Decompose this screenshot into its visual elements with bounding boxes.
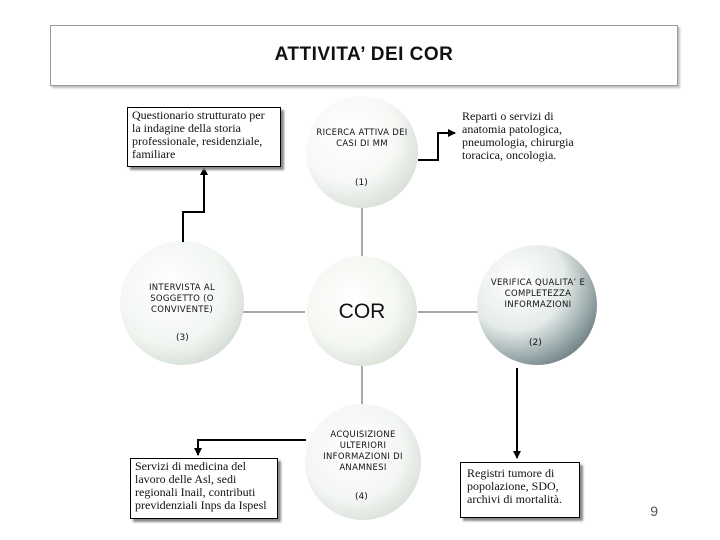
ricerca-label: RICERCA ATTIVA DEI CASI DI MM <box>316 128 408 149</box>
acquisizione-number: (4) <box>355 492 368 502</box>
intervista-label: INTERVISTA AL SOGGETTO (O CONVIVENTE) <box>148 283 216 315</box>
verifica-label: VERIFICA QUALITA’ E COMPLETEZZA INFORMAZIONI <box>490 278 586 310</box>
verifica-number: (2) <box>529 338 542 348</box>
arrow-ricerca-to-reparti <box>418 133 455 160</box>
arrow-intervista-to-questionario <box>183 168 204 242</box>
questionario-box <box>127 107 281 167</box>
acquisizione-label: ACQUISIZIONE ULTERIORI INFORMAZIONI DI ANAMNESI <box>323 430 403 473</box>
page-number: 9 <box>650 503 658 519</box>
intervista-number: (3) <box>176 333 189 343</box>
arrow-acquisizione-to-servizi <box>198 440 306 455</box>
reparti-text: Reparti o servizi di anatomia patologica, pneumologia, chirurgia toracica, oncologia. <box>462 109 574 162</box>
page-title: ATTIVITA’ DEI COR <box>274 44 454 65</box>
cor-label: COR <box>338 300 386 323</box>
questionario-text: Questionario strutturato per la indagine della storia professionale, residenziale, familiare <box>132 108 265 161</box>
registri-box <box>460 462 580 518</box>
ricerca-number: (1) <box>355 178 368 188</box>
title-box <box>50 25 678 86</box>
servizi-text: Servizi di medicina del lavoro delle Asl, sedi regionali Inail, contributi previdenziali Inps da Ispesl <box>135 459 267 512</box>
servizi-box <box>130 458 278 519</box>
registri-text: Registri tumore di popolazione, SDO, archivi di mortalità. <box>467 466 562 506</box>
circle-ricerca-attiva <box>306 96 418 208</box>
